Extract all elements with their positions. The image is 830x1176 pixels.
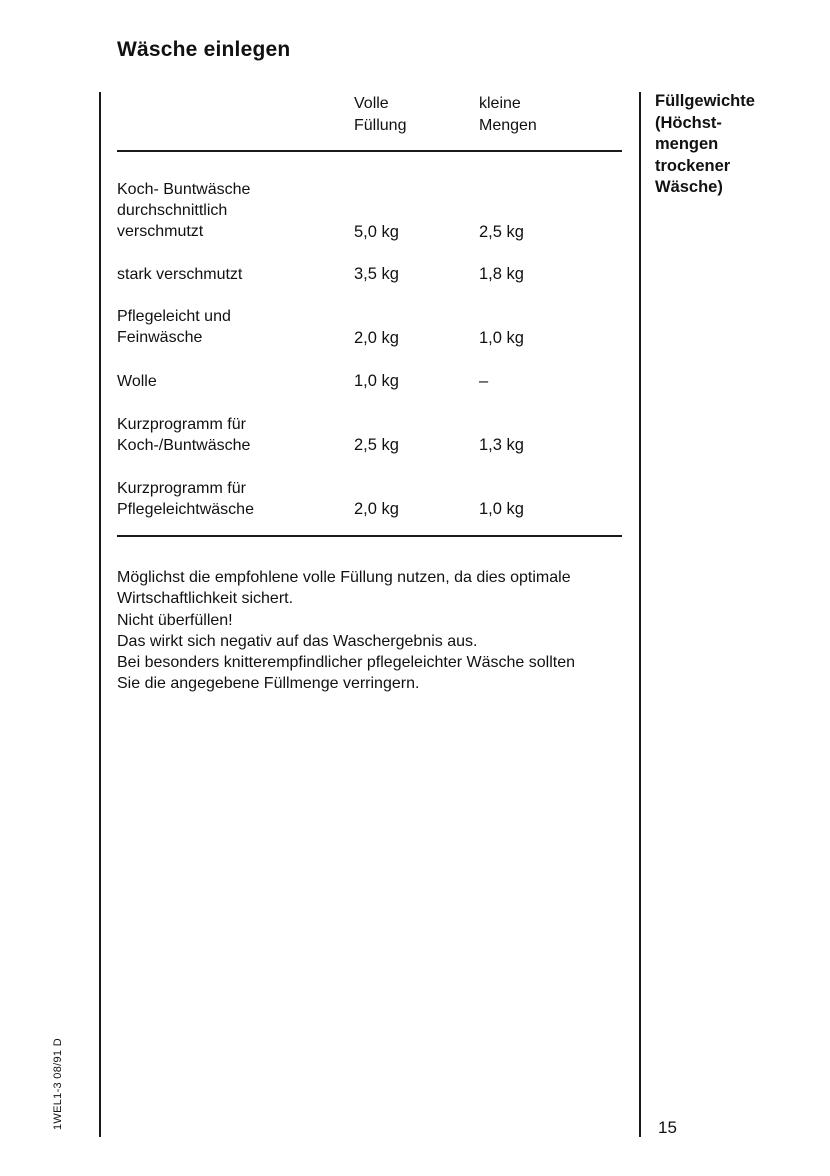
table-bottom-rule bbox=[117, 535, 622, 537]
sidebar-heading: Füllgewichte (Höchst- mengen trockener Wäsche) bbox=[655, 92, 755, 196]
table-cell-small: 1,0 kg bbox=[479, 500, 524, 518]
right-margin-rule bbox=[639, 92, 641, 1137]
table-row-label: Kurzprogramm für Pflegeleichtwäsche bbox=[117, 480, 254, 518]
table-row-label: Wolle bbox=[117, 373, 157, 390]
table-cell-small: 1,0 kg bbox=[479, 329, 524, 347]
table-row-label: stark verschmutzt bbox=[117, 266, 243, 283]
table-cell-small: 2,5 kg bbox=[479, 223, 524, 241]
usage-notes: Möglichst die empfohlene volle Füllung nutzen, da dies optimale Wirtschaftlichkeit sichert. Nicht überfüllen! Das wirkt sich negativ auf das Waschergebnis aus. Bei besonders knitterempfindlicher pflegeleichter Wäsche sollten Sie die angegebene Füllmenge verringern. bbox=[117, 569, 576, 693]
table-cell-full: 2,0 kg bbox=[354, 329, 399, 347]
table-cell-full: 1,0 kg bbox=[354, 372, 399, 390]
column-header-small: kleine Mengen bbox=[479, 95, 537, 134]
page-title: Wäsche einlegen bbox=[117, 38, 291, 61]
table-row-label: Pflegeleicht und Feinwäsche bbox=[117, 308, 231, 346]
table-cell-small: 1,3 kg bbox=[479, 436, 524, 454]
table-cell-full: 2,5 kg bbox=[354, 436, 399, 454]
table-cell-full: 5,0 kg bbox=[354, 223, 399, 241]
table-cell-small: 1,8 kg bbox=[479, 265, 524, 283]
page-number: 15 bbox=[658, 1118, 677, 1137]
document-code: 1WEL1-3 08/91 D bbox=[52, 1038, 64, 1130]
table-row-label: Kurzprogramm für Koch-/Buntwäsche bbox=[117, 416, 251, 454]
table-row-label: Koch- Buntwäsche durchschnittlich verschmutzt bbox=[117, 181, 251, 240]
table-top-rule bbox=[117, 150, 622, 152]
table-cell-full: 2,0 kg bbox=[354, 500, 399, 518]
table-cell-small: – bbox=[479, 372, 489, 390]
column-header-full: Volle Füllung bbox=[354, 95, 407, 134]
left-margin-rule bbox=[99, 92, 101, 1137]
table-cell-full: 3,5 kg bbox=[354, 265, 399, 283]
